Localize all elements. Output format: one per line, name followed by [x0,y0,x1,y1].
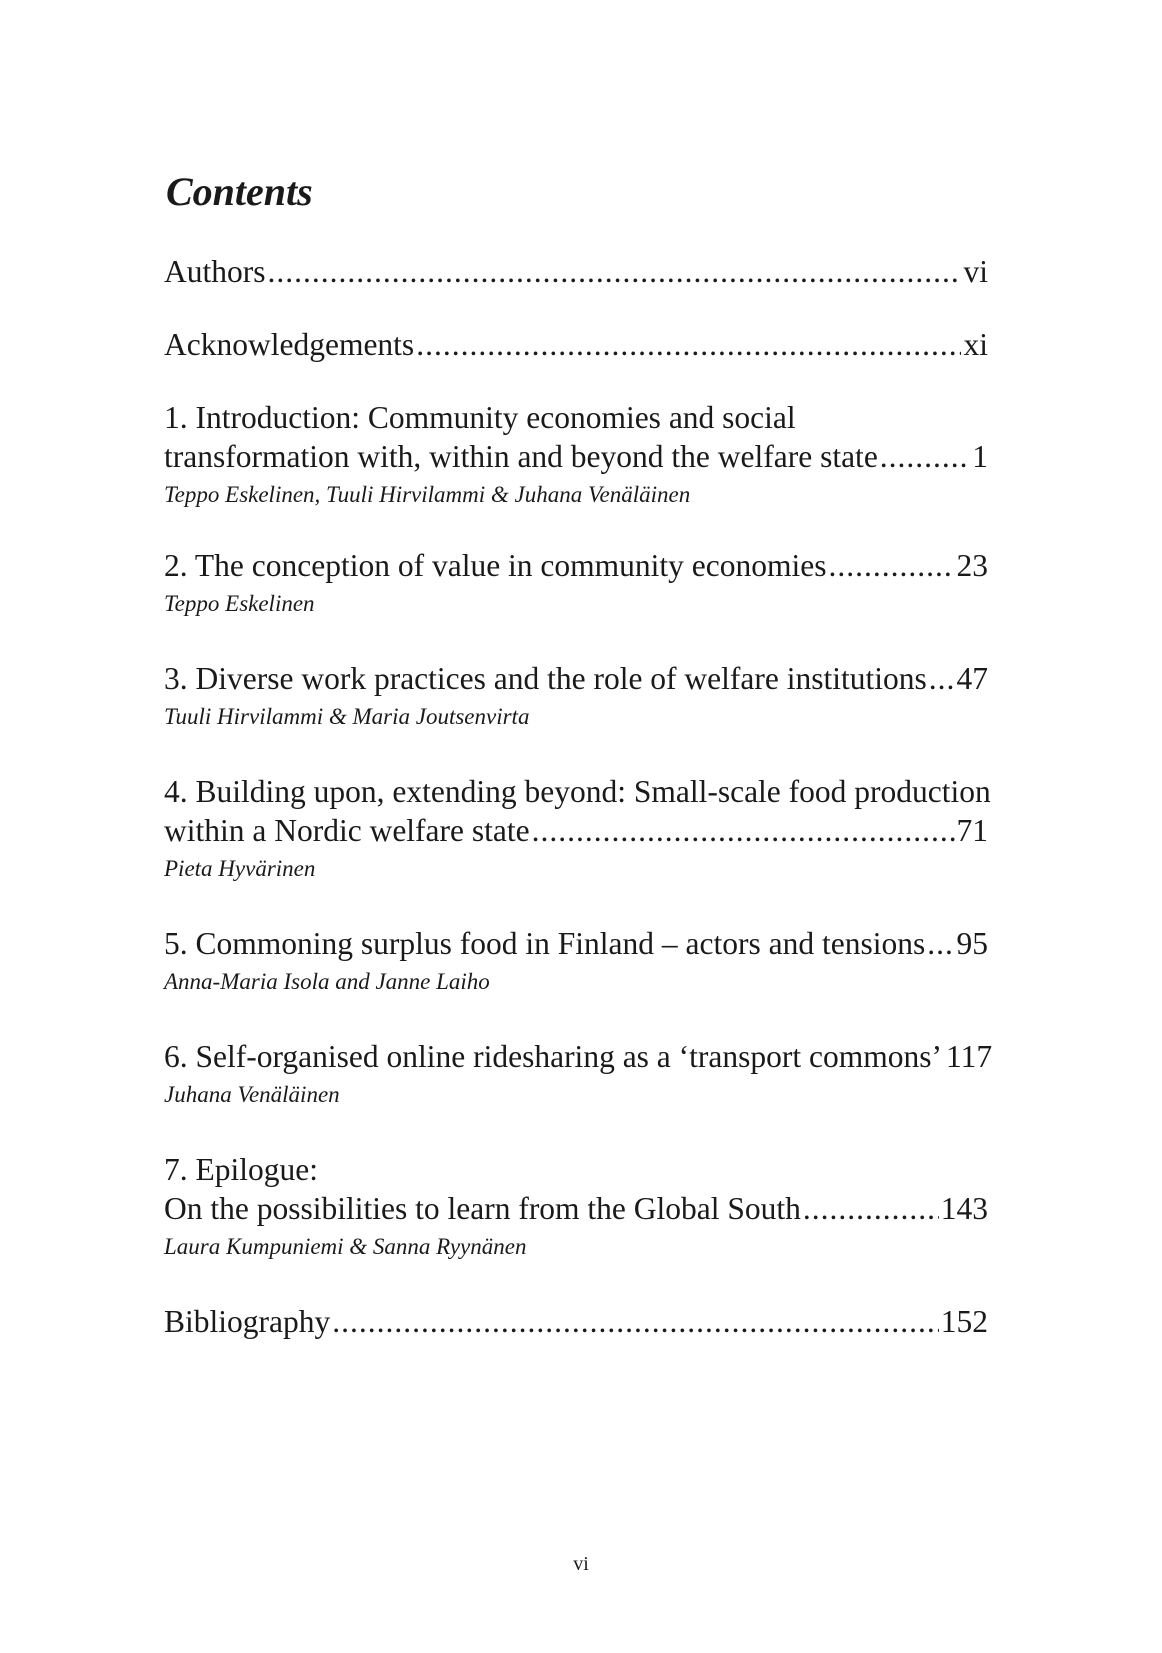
page-number-footer: vi [573,1553,589,1575]
toc-entry-title: 7. Epilogue: [164,1152,318,1187]
toc-entry-title: Acknowledgements [164,327,415,362]
toc-entry-title: 3. Diverse work practices and the role of welfare institutions [164,661,927,696]
toc-entry-author: Anna-Maria Isola and Janne Laiho [164,969,490,994]
toc-page-number: 47 [956,661,988,696]
page-title: Contents [166,169,313,214]
toc-entry-author: Teppo Eskelinen, Tuuli Hirvilammi & Juhana Venäläinen [164,482,691,507]
toc-entry-chapter-4 [164,772,991,886]
toc-entry-title-continued: On the possibilities to learn from the Global South [164,1191,801,1226]
toc-entry-author: Laura Kumpuniemi & Sanna Ryynänen [164,1234,527,1259]
dot-leader [927,924,954,963]
toc-entry-acknowledgements [164,325,988,364]
toc-entry-title-continued: within a Nordic welfare state [164,813,530,848]
toc-entry-bibliography [164,1302,988,1341]
dot-leader [929,659,955,698]
toc-entry-title: Bibliography [164,1304,331,1339]
toc-page-number: 1 [972,439,988,474]
toc-entry-chapter-3 [164,659,988,734]
toc-entry-chapter-5 [164,924,988,999]
toc-entry-title: 5. Commoning surplus food in Finland – actors and tensions [164,926,926,961]
toc-page-number: 143 [940,1191,988,1226]
dot-leader [332,1302,939,1341]
toc-page-number: 23 [956,548,988,583]
toc-entry-title-continued: transformation with, within and beyond the welfare state [164,439,878,474]
toc-entry-chapter-1 [164,398,988,512]
toc-entry-title: 4. Building upon, extending beyond: Small-scale food production [164,774,991,809]
toc-entry-title: 6. Self-organised online ridesharing as a ‘transport commons’ [164,1039,942,1074]
toc-page-number: 71 [956,813,988,848]
toc-page-number: vi [963,254,988,289]
dot-leader [416,325,961,364]
toc-entry-chapter-7 [164,1150,988,1264]
toc-page-number: 152 [940,1304,988,1339]
toc-entry-chapter-2 [164,546,988,621]
dot-leader [880,437,970,476]
toc-entry-chapter-6 [164,1037,993,1112]
toc-entry-author: Teppo Eskelinen [164,591,315,616]
toc-entry-authors [164,252,988,291]
dot-leader [803,1189,939,1228]
dot-leader [268,252,962,291]
toc-entry-author: Tuuli Hirvilammi & Maria Joutsenvirta [164,704,530,729]
dot-leader [532,811,955,850]
dot-leader [829,546,955,585]
table-of-contents [164,252,993,1341]
toc-entry-author: Pieta Hyvärinen [164,856,316,881]
toc-page-number: 117 [945,1039,993,1074]
toc-entry-title: Authors [164,254,266,289]
toc-entry-title: 1. Introduction: Community economies and social [164,400,796,435]
toc-entry-title: 2. The conception of value in community economies [164,548,827,583]
toc-page-number: xi [963,327,988,362]
toc-page-number: 95 [956,926,988,961]
toc-entry-author: Juhana Venäläinen [164,1082,340,1107]
